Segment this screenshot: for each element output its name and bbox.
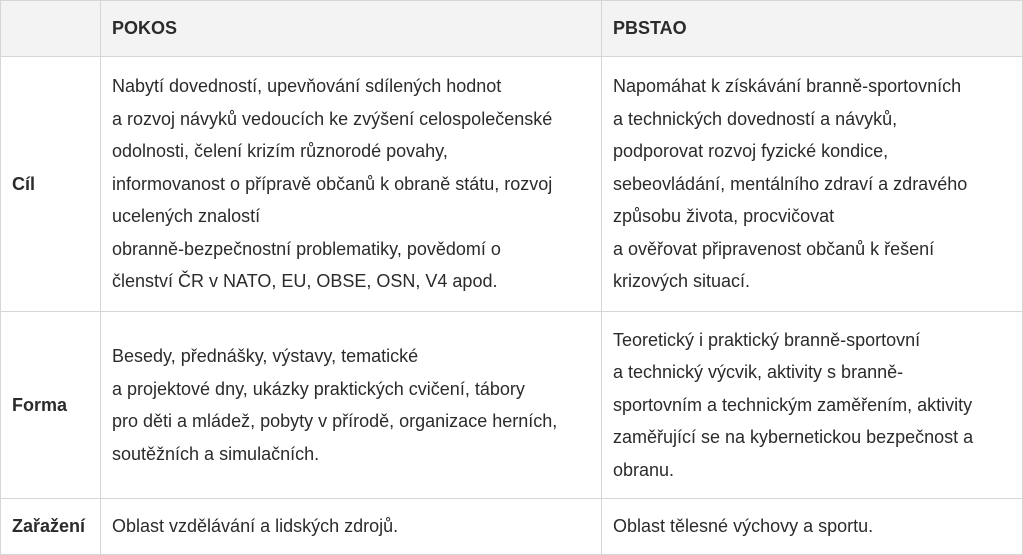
- header-pbstao: PBSTAO: [602, 1, 1023, 57]
- cell-cil-pokos: [101, 57, 602, 312]
- header-pokos: POKOS: [101, 1, 602, 57]
- row-label-forma: Forma: [1, 312, 101, 499]
- text-line: sportovním a technickým zaměřením, aktivity: [613, 394, 973, 415]
- text-line: obranně-bezpečnostní problematiky, povědomí o: [112, 238, 501, 259]
- text-line: Teoretický i praktický branně-sportovní: [613, 329, 921, 350]
- text-line: Nabytí dovedností, upevňování sdílených hodnot: [112, 76, 502, 97]
- table-row-zarazeni: [1, 499, 1023, 555]
- text-line: zaměřující se na kybernetickou bezpečnost a: [613, 427, 974, 448]
- text-line: ucelených znalostí: [112, 206, 261, 227]
- text-line: a technický výcvik, aktivity s branně-: [613, 362, 904, 383]
- text-line: a rozvoj návyků vedoucích ke zvýšení celospolečenské: [112, 108, 553, 129]
- text-line: Oblast vzdělávání a lidských zdrojů.: [112, 516, 399, 537]
- text-line: členství ČR v NATO, EU, OBSE, OSN, V4 apod.: [112, 271, 498, 292]
- text-line: informovanost o přípravě občanů k obraně státu, rozvoj: [112, 173, 553, 194]
- table-row-cil: [1, 57, 1023, 312]
- text-line: Oblast tělesné výchovy a sportu.: [613, 516, 874, 537]
- row-label-cil: Cíl: [1, 57, 101, 312]
- text-line: a technických dovedností a návyků,: [613, 108, 898, 129]
- text-line: způsobu života, procvičovat: [613, 206, 835, 227]
- text-line: krizových situací.: [613, 271, 751, 292]
- text-line: obranu.: [613, 459, 675, 480]
- text-line: sebeovládání, mentálního zdraví a zdravého: [613, 173, 968, 194]
- header-row: [1, 1, 1023, 57]
- cell-zarazeni-pokos: [101, 499, 602, 555]
- cell-forma-pbstao: [602, 312, 1023, 499]
- text-line: podporovat rozvoj fyzické kondice,: [613, 141, 889, 162]
- cell-forma-pokos: [101, 312, 602, 499]
- cell-zarazeni-pbstao: [602, 499, 1023, 555]
- text-line: soutěžních a simulačních.: [112, 443, 320, 464]
- text-line: odolnosti, čelení krizím různorodé povahy,: [112, 141, 448, 162]
- table-row-forma: [1, 312, 1023, 499]
- text-line: a projektové dny, ukázky praktických cvičení, tábory: [112, 378, 525, 399]
- header-empty: [1, 1, 101, 57]
- text-line: a ověřovat připravenost občanů k řešení: [613, 238, 935, 259]
- text-line: pro děti a mládež, pobyty v přírodě, organizace herních,: [112, 411, 558, 431]
- text-line: Napomáhat k získávání branně-sportovních: [613, 76, 962, 97]
- row-label-zarazeni: Zařažení: [1, 499, 101, 555]
- cell-cil-pbstao: [602, 57, 1023, 312]
- text-line: Besedy, přednášky, výstavy, tematické: [112, 346, 419, 366]
